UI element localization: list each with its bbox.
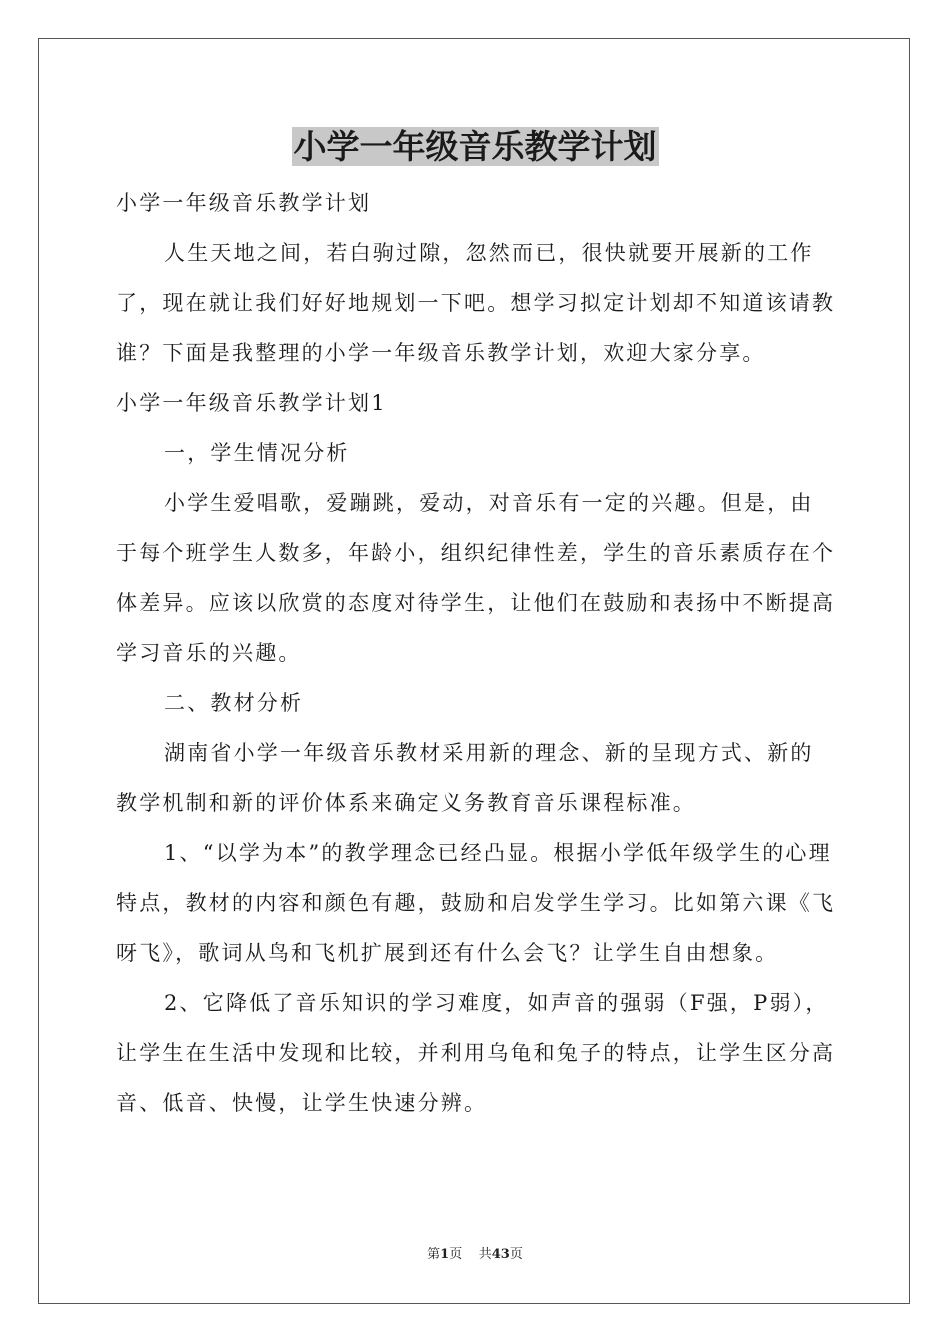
- subheading-textbook-analysis: 二、教材分析: [164, 691, 304, 715]
- page-footer: [0, 1246, 950, 1264]
- subheading-student-analysis: 一，学生情况分析: [164, 441, 350, 465]
- point-2-paragraph: 2、它降低了音乐知识的学习难度，如声音的强弱（F强，P弱），让学生在生活中发现和比较，并利用乌龟和兔子的特点，让学生区分高音、低音、快慢，让学生快速分辨。: [116, 991, 836, 1115]
- section-heading: 小学一年级音乐教学计划1: [116, 391, 387, 415]
- document-title-text: 小学一年级音乐教学计划: [293, 127, 657, 166]
- textbook-analysis-paragraph: 湖南省小学一年级音乐教材采用新的理念、新的呈现方式、新的教学机制和新的评价体系来确定义务教育音乐课程标准。: [116, 741, 814, 815]
- student-analysis-paragraph: 小学生爱唱歌，爱蹦跳，爱动，对音乐有一定的兴趣。但是，由于每个班学生人数多，年龄小，组织纪律性差，学生的音乐素质存在个体差异。应该以欣赏的态度对待学生，让他们在鼓励和表扬中不断提高学习音乐的兴趣。: [116, 491, 836, 665]
- point-1-paragraph: 1、“以学为本”的教学理念已经凸显。根据小学低年级学生的心理特点，教材的内容和颜色有趣，鼓励和启发学生学习。比如第六课《飞呀飞》，歌词从鸟和飞机扩展到还有什么会飞？让学生自由想象。: [116, 841, 836, 965]
- intro-paragraph: 人生天地之间，若白驹过隙，忽然而已，很快就要开展新的工作了，现在就让我们好好地规划一下吧。想学习拟定计划却不知道该请教谁？下面是我整理的小学一年级音乐教学计划，欢迎大家分享。: [116, 241, 836, 365]
- footer-total-prefix: 共: [478, 1247, 492, 1262]
- document-title: [0, 124, 950, 170]
- subtitle-paragraph: 小学一年级音乐教学计划: [116, 191, 372, 215]
- footer-page-number: 1: [440, 1247, 450, 1262]
- footer-total-suffix: 页: [509, 1247, 523, 1262]
- footer-total-pages: 43: [491, 1247, 510, 1262]
- footer-page-prefix: 第: [427, 1247, 441, 1262]
- footer-page-suffix: 页: [449, 1247, 463, 1262]
- document-body: [116, 178, 836, 1128]
